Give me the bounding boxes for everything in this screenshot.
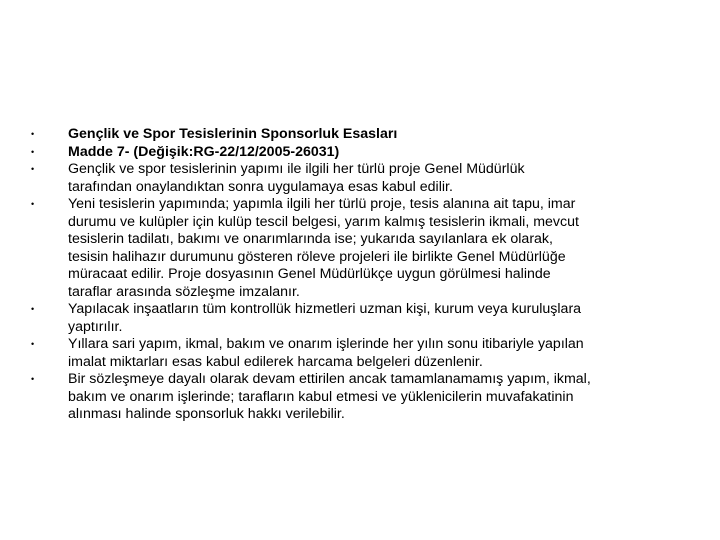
list-item-text: Yapılacak inşaatların tüm kontrollük hizmetleri uzman kişi, kurum veya kuruluşlara yaptırılır. — [68, 301, 582, 335]
list-item — [28, 161, 688, 196]
bullet-dot-icon: • — [31, 339, 35, 349]
bullet-dot-icon: • — [31, 146, 35, 157]
list-item-text: Gençlik ve Spor Tesislerinin Sponsorluk Esasları — [68, 126, 398, 142]
bullet-dot-icon: • — [31, 304, 35, 314]
bullet-dot-icon: • — [31, 374, 35, 384]
list-item — [28, 196, 688, 301]
list-item-title — [28, 126, 688, 144]
list-item-text: Gençlik ve spor tesislerinin yapımı ile ilgili her türlü proje Genel Müdürlük tarafından onaylandıktan sonra uygulamaya esas kabul edilir. — [68, 161, 525, 195]
list-item-article — [28, 144, 688, 162]
list-item — [28, 336, 688, 371]
list-item-text: Yıllara sari yapım, ikmal, bakım ve onarım işlerinde her yılın sonu itibariyle yapılan imalat miktarları esas kabul edilerek harcama belgeleri düzenlenir. — [68, 336, 584, 370]
list-item-text: Bir sözleşmeye dayalı olarak devam ettirilen ancak tamamlanamamış yapım, ikmal, bakım ve onarım işlerinde; tarafların kabul etmesi ve yüklenicilerin muvafakatinin alınması halinde sponsorluk hakkı verilebilir. — [68, 371, 591, 422]
bullet-dot-icon: • — [31, 129, 35, 139]
bullet-list — [28, 126, 688, 424]
list-item-text: Yeni tesislerin yapımında; yapımla ilgili her türlü proje, tesis alanına ait tapu, imar durumu ve kulüpler için kulüp tescil belgesi, yarım kalmış tesislerin ikmali, mevcut tesislerin tadilatı, bakımı ve onarımlarında ise; yukarıda sayılanlara ek olarak, tesisin halihazır durumunu gösteren röleve projeleri ile birlikte Genel Müdürlüğe müracaat edilir. Proje dosyasının Genel Müdürlükçe uygun görülmesi halinde taraflar arasında sözleşme imzalanır. — [68, 196, 579, 300]
bullet-dot-icon: • — [31, 199, 35, 209]
list-item — [28, 301, 688, 336]
list-item — [28, 371, 688, 424]
list-item-text: Madde 7- (Değişik:RG-22/12/2005-26031) — [68, 143, 340, 160]
bullet-dot-icon: • — [31, 164, 35, 174]
